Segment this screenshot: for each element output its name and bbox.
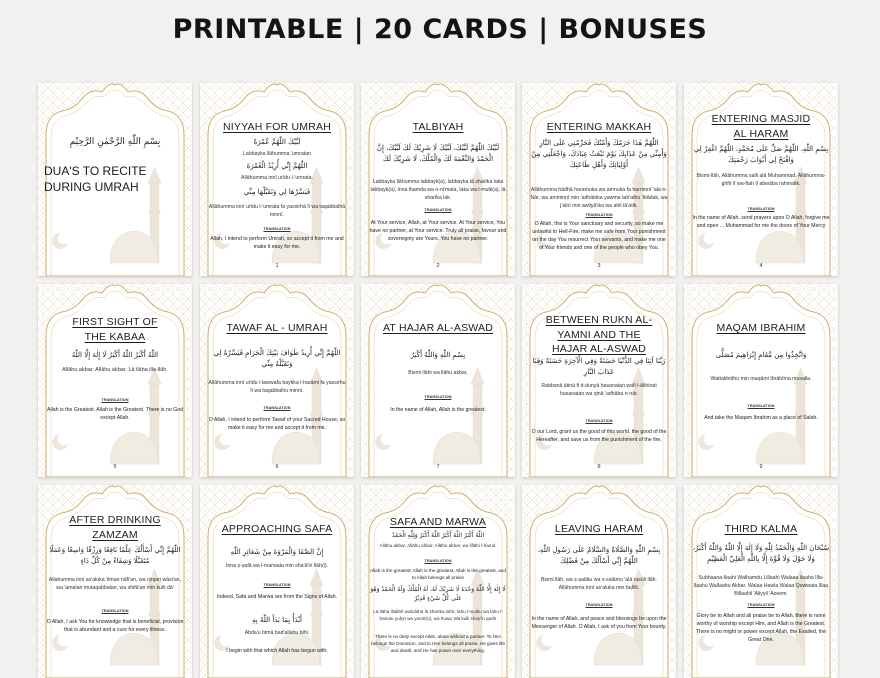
dua-card-4 <box>684 83 838 276</box>
dua-card-6 <box>200 284 354 477</box>
english-translation: Allah is the greatest; Allah is the greatest, Allah is the greatest, and to Allah belongs all praise <box>370 568 506 581</box>
arabic-text: رَبَّنَا آتِنَا فِي الدُّنْيَا حَسَنَةً وَفِي الْآخِرَةِ حَسَنَةً وَقِنَا عَذَابَ النَّارِ <box>532 357 666 376</box>
card-frame-ornament <box>38 284 192 477</box>
card-number: 9 <box>759 464 763 470</box>
english-translation-2: There is no deity except Allah, alone without a partner. To Him belongs the Dominion, and to Him belongs all praise. He gives life and death, and He has power over everything. <box>371 634 505 654</box>
arabic-text: اللّٰهُ أَكْبَرُ اللّٰهُ أَكْبَرُ اللّٰهُ أَكْبَرُ وَلِلّٰهِ الْحَمْدُ <box>391 532 485 539</box>
arabic-text: بِسْمِ اللّٰهِ وَالصَّلَاةُ وَالسَّلَامُ عَلَى رَسُولِ اللّٰهِ، اللّٰهُمَّ إِنِّي أَسْأَلُكَ مِنْ فَضْلِكَ <box>537 546 661 565</box>
dua-card-3 <box>522 83 676 276</box>
english-translation: O Allah, I ask You for knowledge that is beneficial, provision that is abundant and a cure for every illness. <box>46 619 184 634</box>
arabic-text: بِسْمِ اللّٰهِ، اللّٰهُمَّ صَلِّ عَلَى مُحَمَّدٍ، اللّٰهُمَّ اغْفِرْ لِي وَافْتَحْ لِي أَبْوَابَ رَحْمَتِكَ <box>693 145 829 164</box>
arabic-text: سُبْحَانَ اللّٰهِ وَالْحَمْدُ لِلّٰهِ وَلَا إِلٰهَ إِلَّا اللّٰهُ وَاللّٰهُ أَكْبَرُ، وَلَا حَوْلَ وَلَا قُوَّةَ إِلَّا بِاللّٰهِ الْعَلِيِّ الْعَظِيْمِ <box>692 544 830 563</box>
card-title: LEAVING HARAM <box>554 523 644 535</box>
translation-label: TRANSLATION <box>585 213 613 217</box>
english-translation: Indeed, Safa and Marwa are from the Signs of Allah. <box>216 594 338 600</box>
english-translation: Allah is the Greatest. Allah is the Greatest. There is no God except Allah. <box>46 407 183 422</box>
transliteration: Labbayka llāhumma labbayk(a), labbayka lā sharīka laka labbayk(a), inna lhamda wa n-ni'mata, laka wa l-mulk(a), lā sharīka lak. <box>370 179 506 201</box>
arabic-text: إِنَّ الصَّفَا وَالْمَرْوَةَ مِنْ شَعَائِرِ اللّٰهِ <box>230 548 324 556</box>
card-title: NIYYAH FOR UMRAH <box>222 121 331 133</box>
translation-label: TRANSLATION <box>747 207 775 211</box>
arabic-text: وَاتَّخِذُوا مِن مَّقَامِ إِبْرَاهِيمَ مُصَلًّى <box>715 351 807 359</box>
transliteration: Allāhumma innī urīdu l-'umrata. <box>241 175 313 181</box>
card-title: THIRD KALMA <box>724 523 798 535</box>
transliteration: Allāhumma innī urīdu l-'umrata fa yassirhā lī wa taqabbalhā minnī. <box>208 204 346 218</box>
dua-card-8 <box>522 284 676 477</box>
english-translation: O Allah, I intend to perform Tawaf of your Sacred House, so make it easy for me and accept it from me. <box>208 417 346 432</box>
card-title: FIRST SIGHT OF THE KABAA <box>72 316 158 343</box>
cover-title-line2: DURING UMRAH <box>44 180 139 195</box>
card-number: 4 <box>759 263 763 269</box>
card-frame-ornament <box>361 284 515 477</box>
english-translation: Glory be to Allah and all praise be to Allah, there is none worthy of worship except Him, and Allah is the Greatest. There is no might or power except Allah, the Exalted, the Great One. <box>695 613 827 644</box>
dua-card-10 <box>38 485 192 678</box>
transliteration-2: Lā ilāha illallāh waḥdahū lā sharīka lahū, lahu l-mulku wa lahu l-ḥamdu yuḥyī wa yumīt(u), wa huwa 'alā kulli shay'in qadīr <box>373 609 503 621</box>
arabic-text: لَبَّيْكَ اللّٰهُمَّ عُمْرَةً <box>253 138 301 146</box>
transliteration: Allāhu akbar, Allāhu akbar, Allāhu akbar, wa lillāhi l-hamd. <box>379 543 497 548</box>
arabic-text: اللّٰهُمَّ إِنِّي أُرِيْدُ الْعُمْرَةَ <box>246 162 308 170</box>
transliteration-2: Abda'u bimā bad'allahu bihi. <box>244 630 310 636</box>
translation-label: TRANSLATION <box>585 603 613 607</box>
card-title: ENTERING MASJID AL HARAM <box>711 113 811 140</box>
card-title: SAFA AND MARWA <box>389 516 487 528</box>
arabic-text: اللّٰهُ أَكْبَرُ اللّٰهُ أَكْبَرُ لَا إِلٰهَ إِلَّا اللّٰهُ <box>71 351 159 359</box>
english-translation-2: I begin with that which Allah has begun with. <box>226 648 328 654</box>
translation-label: TRANSLATION <box>585 419 613 423</box>
card-number: 8 <box>597 464 601 470</box>
card-title: BETWEEN RUKN AL-YAMNI AND THE HAJAR AL-ASWAD <box>545 314 653 356</box>
english-translation: In the name of Allah, and peace and blessings be upon the Messenger of Allah. O Allah, I ask of you from Your bounty. <box>531 616 667 631</box>
translation-label: TRANSLATION <box>424 208 452 212</box>
dua-card-12 <box>361 485 515 678</box>
translation-label: TRANSLATION <box>747 404 775 408</box>
card-number: 3 <box>597 263 601 269</box>
transliteration: Labbayka llāhumma 'umratan <box>243 151 311 157</box>
transliteration: Allāhumma innī urīdu l-tawwafa baytika l-harāmi fa yassirhu lī wa taqabbalhu minnī. <box>208 380 346 394</box>
cover-card <box>38 83 192 276</box>
transliteration: Bismi llāh, wa ṣ-ṣalātu wa s-salāmu 'alā rasūli llāh. Allāhumma innī as'aluka min faḍlik. <box>540 577 658 591</box>
card-title: TALBIYAH <box>412 121 464 133</box>
english-translation: Allah, I intend to perform Umrah, so accept it from me and make it easy for me. <box>210 236 344 251</box>
dua-card-2 <box>361 83 515 276</box>
english-translation: And take the Maqam Ibrahim as a place of Salah. <box>704 415 818 421</box>
arabic-text: لَبَّيْكَ اللّٰهُمَّ لَبَّيْكَ، لَبَّيْكَ لَا شَرِيْكَ لَكَ لَبَّيْكَ، إِنَّ الْحَمْدَ وَالنِّعْمَةَ لَكَ وَالْمُلْكَ، لَا شَرِيْكَ لَكَ <box>376 144 500 163</box>
dua-card-13 <box>522 485 676 678</box>
cover-title-line1: DUA'S TO RECITE <box>44 164 147 178</box>
card-number: 5 <box>113 464 117 470</box>
card-number: 1 <box>275 263 279 269</box>
card-title: ENTERING MAKKAH <box>546 121 652 133</box>
dua-card-1 <box>200 83 354 276</box>
dua-card-14 <box>684 485 838 678</box>
transliteration: Rabbanā ātinā fi d-dunyā ḥasanatan wafi l-ākhirati ḥasanatan wa qinā 'adhāba n-nār. <box>541 383 657 397</box>
card-title: MAQAM IBRAHIM <box>716 322 806 334</box>
transliteration: Bismi llāhi wa llāhu akbar, <box>408 370 468 376</box>
dua-card-5 <box>38 284 192 477</box>
translation-label: TRANSLATION <box>101 609 129 613</box>
arabic-text: بِسْمِ اللّٰهِ وَاللّٰهُ أَكْبَرُ <box>410 351 466 359</box>
translation-label: TRANSLATION <box>101 398 129 402</box>
cover-bismillah: بِسْمِ اللّٰهِ الرَّحْمٰنِ الرَّحِيْمِ <box>69 137 161 147</box>
dua-card-11 <box>200 485 354 678</box>
english-translation: In the name of Allah, send prayers upon O Allah, forgive me and open ... Muhammad for me the doors of Your Mercy <box>692 215 830 230</box>
translation-label: TRANSLATION <box>424 395 452 399</box>
card-number: 7 <box>436 464 440 470</box>
arabic-text-2: أَبْدَأُ بِمَا بَدَأَ اللّٰهُ بِهِ <box>252 616 302 624</box>
page-title: PRINTABLE | 20 CARDS | BONUSES <box>172 13 708 45</box>
dua-card-7 <box>361 284 515 477</box>
transliteration: Inna ṣ-ṣafā wa l-marwata min sha'ā'iri llāh(i). <box>225 563 329 569</box>
arabic-text-2: لَا إِلٰهَ إِلَّا اللّٰهُ وَحْدَهُ لَا شَرِيْكَ لَهُ، لَهُ الْمُلْكُ وَلَهُ الْحَمْدُ وَهُوَ عَلَى كُلِّ شَيْءٍ قَدِيْرٌ <box>370 586 506 603</box>
card-number: 6 <box>275 464 279 470</box>
arabic-text: اللّٰهُمَّ إِنِّي أُرِيدُ طَوَافَ بَيْتِكَ الْحَرَامِ فَيَسِّرْهُ لِي وَتَقَبَّلْهُ مِنِّي <box>213 349 341 368</box>
english-translation: O Allah, this is Your sanctuary and security, so make me unlawful to Hell-Fire, make me safe from Your punishment on the day You resurrect Your servants, and make me one of Your friends and one of the people who obey You. <box>532 221 666 252</box>
card-title: AT HAJAR AL-ASWAD <box>383 322 493 334</box>
translation-label: TRANSLATION <box>424 559 452 563</box>
cover-title <box>44 163 164 195</box>
translation-label: TRANSLATION <box>263 227 291 231</box>
dua-card-9 <box>684 284 838 477</box>
english-translation: O our Lord, grant us the good of this world, the good of the Hereafter, and save us from the punishment of the fire. <box>531 429 667 444</box>
transliteration: Allāhumma hādhā haramuka wa amnuka fa harrimnī 'ala-n-Nār, wa amminnī min 'adhābika yawma tab'athu 'ibādak, wa j'alnī min awliyā'ika wa ahli tā'atik. <box>530 187 668 209</box>
arabic-text: اللّٰهُمَّ إِنِّي أَسْأَلُكَ عِلْمًا نَافِعًا وَرِزْقًا وَاسِعًا وَعَمَلًا مُتَقَبَّلًا وَشِفَاءً مِنْ كُلِّ دَاءٍ <box>49 546 181 565</box>
arabic-text: اللّٰهُمَّ هٰذَا حَرَمُكَ وَأَمْنُكَ فَحَرِّمْنِي عَلَى النَّارِ وَأَمِنِّي مِنْ عَذَابِكَ يَوْمَ تَبْعَثُ عِبَادَكَ، وَاجْعَلْنِي مِنْ أَوْلِيَائِكَ وَأَهْلِ طَاعَتِكَ <box>531 139 667 169</box>
translation-label: TRANSLATION <box>263 583 291 587</box>
card-number: 2 <box>436 263 440 269</box>
english-translation: In the name of Allah, Allah is the greatest. <box>390 407 486 413</box>
translation-label: TRANSLATION <box>747 603 775 607</box>
transliteration: Bismi-llāh, Allāhumma salli alā Muhammad. Allāhumma-ghfir lī wa-ftah lī abwāba rahmatik. <box>696 173 826 187</box>
transliteration: Allāhu akbar. Allāhu akbar. Lā ilāha illa-llāh. <box>62 367 168 373</box>
card-title: APPROACHING SAFA <box>221 523 333 535</box>
translation-label: TRANSLATION <box>263 406 291 410</box>
card-title: TAWAF AL - UMRAH <box>226 322 328 334</box>
arabic-text: فَيَسِّرْهَا لِي وَتَقَبَّلْهَا مِنِّي <box>243 188 311 196</box>
english-translation: At Your service, Allah, at Your service. At Your service, You have no partner, at Your service. Truly all praise, favour and sovereignty are Yours. You have no partner. <box>369 220 507 243</box>
transliteration: Allahumma inni as'aluka 'ilman nāfi'an, wa rizqan wāsi'an, wa 'amalan mutaqabbalan, wa shifā'an min kulli dā' <box>48 577 182 591</box>
transliteration: Wattakhidhu min maqāmi Ibrāhīma musalla. <box>710 376 812 382</box>
card-title: AFTER DRINKING ZAMZAM <box>69 514 161 541</box>
transliteration: Subhaana-llaahi Walhamdu Lillaahi Walaaa ilaaha Illa-llaahu Wallaahu Akbar. Walaa Hawla Walaa Quwwata Illaa Billaahil 'Aliyyil 'Azeem. <box>693 575 829 597</box>
